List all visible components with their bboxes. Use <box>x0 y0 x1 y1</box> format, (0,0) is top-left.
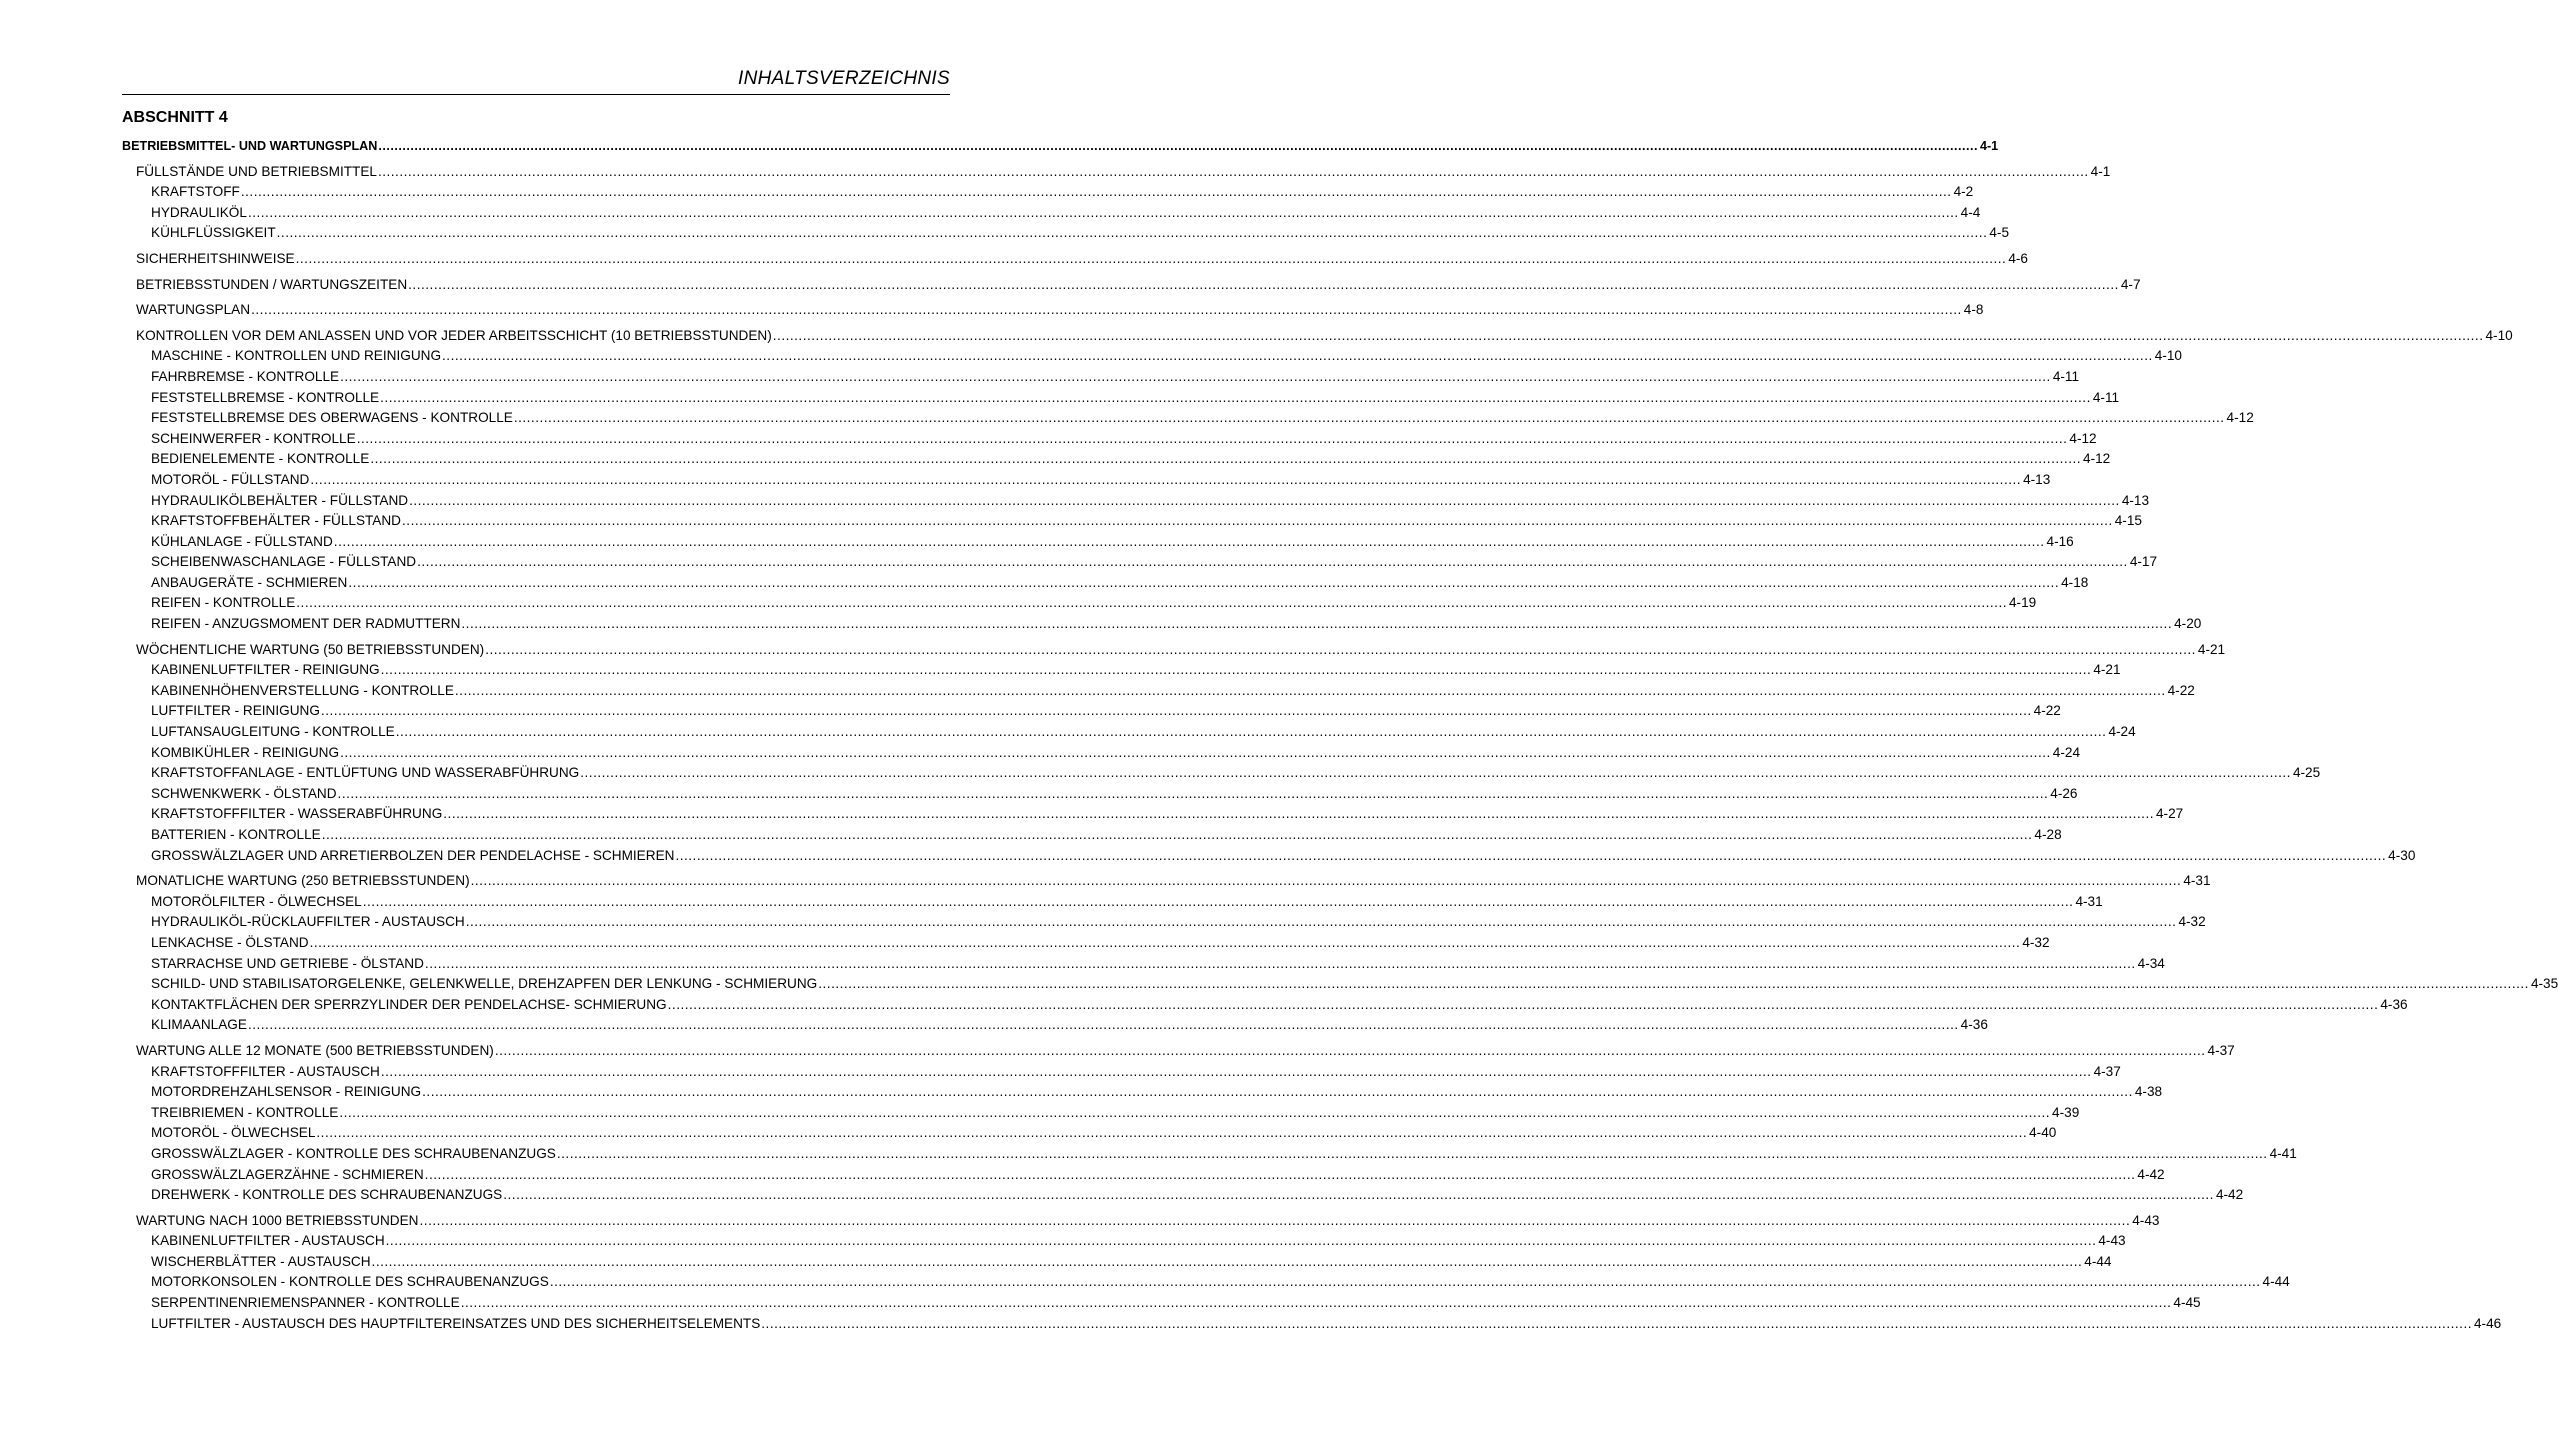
toc-entry-label: WARTUNGSPLAN <box>136 302 251 318</box>
toc-entry[interactable] <box>122 614 2202 635</box>
toc-entry[interactable] <box>122 892 2103 913</box>
toc-entry-page: 4-31 <box>2183 873 2211 889</box>
toc-entry-page: 4-36 <box>2380 996 2408 1012</box>
toc-entry-page: 4-37 <box>2093 1063 2121 1079</box>
toc-dot-leader: ................................................................................................................................................................................................................................................................................................................................................................................................................ <box>395 724 2107 740</box>
toc-entry-label: KRAFTSTOFF <box>151 184 240 200</box>
toc-dot-leader: ................................................................................................................................................................................................................................................................................................................................................................................................................ <box>494 1042 2206 1058</box>
toc-entry[interactable] <box>122 491 2150 512</box>
toc-entry[interactable] <box>122 388 2120 409</box>
page-header-title: INHALTSVERZEICHNIS <box>738 68 950 89</box>
toc-entry-label: WARTUNG ALLE 12 MONATE (500 BETRIEBSSTUNDEN) <box>136 1042 494 1058</box>
toc-entry-label: MOTORÖL - ÖLWECHSEL <box>151 1125 316 1141</box>
toc-dot-leader: ................................................................................................................................................................................................................................................................................................................................................................................................................ <box>247 204 1959 220</box>
toc-entry[interactable] <box>122 532 2074 553</box>
toc-entry-label: TREIBRIEMEN - KONTROLLE <box>151 1104 339 1120</box>
toc-entry-label: LENKACHSE - ÖLSTAND <box>151 934 309 950</box>
toc-entry-label: REIFEN - ANZUGSMOMENT DER RADMUTTERN <box>151 616 461 632</box>
toc-dot-leader: ................................................................................................................................................................................................................................................................................................................................................................................................................ <box>251 302 1962 318</box>
toc-entry[interactable] <box>122 871 2211 892</box>
toc-entry-page: 4-22 <box>2167 682 2195 698</box>
toc-entry-page: 4-44 <box>2262 1274 2290 1290</box>
toc-entry[interactable] <box>122 660 2121 681</box>
toc-entry-page: 4-40 <box>2029 1125 2057 1141</box>
toc-entry-page: 4-10 <box>2154 348 2182 364</box>
toc-entry[interactable] <box>122 974 2558 995</box>
toc-entry-label: SCHEINWERFER - KONTROLLE <box>151 430 356 446</box>
toc-entry[interactable] <box>122 511 2142 532</box>
toc-dot-leader: ................................................................................................................................................................................................................................................................................................................................................................................................................ <box>370 451 2082 467</box>
toc-dot-leader: ................................................................................................................................................................................................................................................................................................................................................................................................................ <box>461 616 2173 632</box>
toc-dot-leader: ................................................................................................................................................................................................................................................................................................................................................................................................................ <box>310 471 2022 487</box>
toc-dot-leader: ................................................................................................................................................................................................................................................................................................................................................................................................................ <box>321 827 2033 842</box>
toc-entry-label: LUFTANSAUGLEITUNG - KONTROLLE <box>151 724 395 740</box>
toc-dot-leader: ................................................................................................................................................................................................................................................................................................................................................................................................................ <box>408 276 2119 292</box>
toc-entry[interactable] <box>122 182 1974 203</box>
toc-entry-page: 4-34 <box>2137 955 2165 971</box>
toc-dot-leader: ................................................................................................................................................................................................................................................................................................................................................................................................................ <box>761 1315 2472 1331</box>
toc-entry-label: FÜLLSTÄNDE UND BETRIEBSMITTEL <box>136 163 377 179</box>
toc-entry-page: 4-41 <box>2269 1145 2297 1161</box>
toc-dot-leader: ................................................................................................................................................................................................................................................................................................................................................................................................................ <box>371 1253 2083 1269</box>
toc-entry[interactable] <box>122 552 2158 573</box>
toc-dot-leader: ................................................................................................................................................................................................................................................................................................................................................................................................................ <box>247 1017 1959 1033</box>
toc-entry-page: 4-10 <box>2485 327 2513 343</box>
table-of-contents <box>122 136 2558 1334</box>
toc-entry-label: LUFTFILTER - REINIGUNG <box>151 703 320 719</box>
toc-entry[interactable] <box>122 1062 2121 1083</box>
toc-dot-leader: ................................................................................................................................................................................................................................................................................................................................................................................................................ <box>443 806 2154 822</box>
toc-entry-label: REIFEN - KONTROLLE <box>151 595 296 611</box>
toc-entry-page: 4-11 <box>2052 368 2080 384</box>
toc-entry[interactable] <box>122 825 2062 846</box>
toc-dot-leader: ................................................................................................................................................................................................................................................................................................................................................................................................................ <box>503 1187 2214 1203</box>
toc-entry-page: 4-12 <box>2069 430 2097 446</box>
toc-dot-leader: ................................................................................................................................................................................................................................................................................................................................................................................................................ <box>818 976 2529 992</box>
toc-entry[interactable] <box>122 449 2111 470</box>
toc-entry-label: KABINENLUFTFILTER - AUSTAUSCH <box>151 1233 385 1249</box>
toc-entry[interactable] <box>122 1293 2201 1314</box>
toc-dot-leader: ................................................................................................................................................................................................................................................................................................................................................................................................................ <box>772 327 2484 343</box>
toc-entry-label: BETRIEBSSTUNDEN / WARTUNGSZEITEN <box>136 276 408 292</box>
toc-entry-label: ANBAUGERÄTE - SCHMIEREN <box>151 574 348 590</box>
toc-entry-page: 4-15 <box>2114 513 2142 529</box>
toc-entry-page: 4-11 <box>2092 389 2120 405</box>
toc-entry-label: SERPENTINENRIEMENSPANNER - KONTROLLE <box>151 1295 460 1311</box>
toc-entry-label: KABINENLUFTFILTER - REINIGUNG <box>151 662 380 678</box>
toc-dot-leader: ................................................................................................................................................................................................................................................................................................................................................................................................................ <box>556 1145 2268 1161</box>
toc-dot-leader: ................................................................................................................................................................................................................................................................................................................................................................................................................ <box>295 250 2007 266</box>
toc-dot-leader: ................................................................................................................................................................................................................................................................................................................................................................................................................ <box>348 574 2060 590</box>
toc-entry[interactable] <box>122 470 2051 491</box>
toc-dot-leader: ................................................................................................................................................................................................................................................................................................................................................................................................................ <box>419 1212 2131 1228</box>
toc-entry-label: STARRACHSE UND GETRIEBE - ÖLSTAND <box>151 955 424 971</box>
toc-entry-label: KÜHLANLAGE - FÜLLSTAND <box>151 533 333 549</box>
toc-entry-label: HYDRAULIKÖL <box>151 204 247 220</box>
toc-entry-label: BEDIENELEMENTE - KONTROLLE <box>151 451 370 467</box>
toc-entry[interactable] <box>122 1211 2160 1232</box>
toc-entry[interactable] <box>122 249 2028 270</box>
toc-dot-leader: ................................................................................................................................................................................................................................................................................................................................................................................................................ <box>454 682 2166 698</box>
toc-entry-label: KÜHLFLÜSSIGKEIT <box>151 225 276 241</box>
toc-entry-label: WÖCHENTLICHE WARTUNG (50 BETRIEBSSTUNDEN) <box>136 641 485 657</box>
toc-entry-page: 4-2 <box>1953 184 1974 200</box>
toc-entry-label: SCHWENKWERK - ÖLSTAND <box>151 785 337 801</box>
toc-entry-page: 4-38 <box>2134 1084 2163 1100</box>
header-divider <box>122 94 950 95</box>
toc-entry-label: MOTORDREHZAHLSENSOR - REINIGUNG <box>151 1084 422 1100</box>
toc-entry-label: KONTAKTFLÄCHEN DER SPERRZYLINDER DER PENDELACHSE- SCHMIERUNG <box>151 996 667 1012</box>
toc-entry[interactable] <box>122 1103 2080 1124</box>
toc-entry-page: 4-4 <box>1960 204 1981 220</box>
toc-entry-page: 4-42 <box>2215 1187 2244 1203</box>
toc-dot-leader: ................................................................................................................................................................................................................................................................................................................................................................................................................ <box>320 703 2032 719</box>
toc-entry[interactable] <box>122 995 2408 1016</box>
toc-entry[interactable] <box>122 1165 2165 1186</box>
toc-dot-leader: ................................................................................................................................................................................................................................................................................................................................................................................................................ <box>409 492 2120 508</box>
toc-entry-page: 4-24 <box>2108 724 2136 740</box>
toc-entry-page: 4-28 <box>2034 827 2062 842</box>
toc-dot-leader: ................................................................................................................................................................................................................................................................................................................................................................................................................ <box>402 513 2113 529</box>
toc-entry-label: KRAFTSTOFFBEHÄLTER - FÜLLSTAND <box>151 513 402 529</box>
toc-entry[interactable] <box>122 1185 2244 1206</box>
toc-entry-label: KOMBIKÜHLER - REINIGUNG <box>151 744 340 760</box>
toc-dot-leader: ................................................................................................................................................................................................................................................................................................................................................................................................................ <box>340 744 2051 760</box>
toc-dot-leader: ................................................................................................................................................................................................................................................................................................................................................................................................................ <box>309 934 2021 950</box>
toc-entry[interactable] <box>122 912 2206 933</box>
toc-entry-label: MASCHINE - KONTROLLEN UND REINIGUNG <box>151 348 442 364</box>
toc-dot-leader: ................................................................................................................................................................................................................................................................................................................................................................................................................ <box>465 914 2177 930</box>
toc-entry-page: 4-12 <box>2226 410 2254 426</box>
toc-dot-leader: ................................................................................................................................................................................................................................................................................................................................................................................................................ <box>240 184 1952 200</box>
toc-entry[interactable] <box>122 846 2416 867</box>
toc-entry-page: 4-43 <box>2098 1233 2126 1249</box>
toc-entry-label: MOTORKONSOLEN - KONTROLLE DES SCHRAUBENANZUGS <box>151 1274 549 1290</box>
toc-entry-label: WARTUNG NACH 1000 BETRIEBSSTUNDEN <box>136 1212 419 1228</box>
toc-entry-label: MOTORÖL - FÜLLSTAND <box>151 471 310 487</box>
toc-entry[interactable] <box>122 804 2184 825</box>
toc-entry-page: 4-19 <box>2009 595 2037 611</box>
toc-dot-leader: ................................................................................................................................................................................................................................................................................................................................................................................................................ <box>485 641 2196 657</box>
toc-entry-page: 4-46 <box>2474 1315 2502 1331</box>
toc-dot-leader: ................................................................................................................................................................................................................................................................................................................................................................................................................ <box>276 225 1988 241</box>
toc-entry-label: GROSSWÄLZLAGER - KONTROLLE DES SCHRAUBENANZUGS <box>151 1145 556 1161</box>
toc-entry[interactable] <box>122 701 2061 722</box>
toc-entry[interactable] <box>122 136 1999 157</box>
toc-entry-label: HYDRAULIKÖLBEHÄLTER - FÜLLSTAND <box>151 492 409 508</box>
toc-entry-page: 4-17 <box>2129 554 2158 570</box>
toc-dot-leader: ................................................................................................................................................................................................................................................................................................................................................................................................................ <box>380 662 2092 678</box>
toc-entry-label: GROSSWÄLZLAGER UND ARRETIERBOLZEN DER PENDELACHSE - SCHMIEREN <box>151 847 675 863</box>
toc-entry-page: 4-44 <box>2084 1253 2112 1269</box>
toc-dot-leader: ................................................................................................................................................................................................................................................................................................................................................................................................................ <box>424 955 2136 971</box>
toc-dot-leader: ................................................................................................................................................................................................................................................................................................................................................................................................................ <box>580 765 2291 781</box>
toc-entry[interactable] <box>122 1082 2163 1103</box>
toc-entry-page: 4-25 <box>2292 765 2321 781</box>
toc-dot-leader: ................................................................................................................................................................................................................................................................................................................................................................................................................ <box>549 1274 2261 1290</box>
toc-entry-page: 4-43 <box>2132 1212 2160 1228</box>
toc-dot-leader: ................................................................................................................................................................................................................................................................................................................................................................................................................ <box>378 139 1978 153</box>
toc-entry[interactable] <box>122 593 2037 614</box>
toc-entry-page: 4-20 <box>2174 616 2202 632</box>
toc-entry[interactable] <box>122 1015 1988 1036</box>
toc-entry-page: 4-37 <box>2207 1042 2235 1058</box>
toc-dot-leader: ................................................................................................................................................................................................................................................................................................................................................................................................................ <box>339 1104 2051 1120</box>
toc-dot-leader: ................................................................................................................................................................................................................................................................................................................................................................................................................ <box>356 430 2068 446</box>
toc-entry-label: FESTSTELLBREMSE - KONTROLLE <box>151 389 380 405</box>
toc-entry-page: 4-12 <box>2083 451 2111 467</box>
toc-entry[interactable] <box>122 933 2050 954</box>
toc-entry-label: FESTSTELLBREMSE DES OBERWAGENS - KONTROLLE <box>151 410 513 426</box>
toc-entry-page: 4-39 <box>2052 1104 2080 1120</box>
toc-entry-label: GROSSWÄLZLAGERZÄHNE - SCHMIEREN <box>151 1166 424 1182</box>
toc-entry-page: 4-13 <box>2121 492 2150 508</box>
toc-entry[interactable] <box>122 1144 2297 1165</box>
toc-dot-leader: ................................................................................................................................................................................................................................................................................................................................................................................................................ <box>380 389 2091 405</box>
toc-dot-leader: ................................................................................................................................................................................................................................................................................................................................................................................................................ <box>667 996 2379 1012</box>
toc-dot-leader: ................................................................................................................................................................................................................................................................................................................................................................................................................ <box>460 1295 2172 1311</box>
toc-entry-page: 4-22 <box>2033 703 2061 719</box>
toc-dot-leader: ................................................................................................................................................................................................................................................................................................................................................................................................................ <box>385 1233 2097 1249</box>
toc-entry-label: KRAFTSTOFFFILTER - WASSERABFÜHRUNG <box>151 806 443 822</box>
toc-entry[interactable] <box>122 1272 2290 1293</box>
toc-entry-label: MONATLICHE WARTUNG (250 BETRIEBSSTUNDEN) <box>136 873 470 889</box>
toc-entry[interactable] <box>122 1231 2126 1252</box>
toc-entry-page: 4-27 <box>2156 806 2184 822</box>
toc-entry-page: 4-30 <box>2388 847 2416 863</box>
toc-entry[interactable] <box>122 640 2226 661</box>
toc-entry-label: FAHRBREMSE - KONTROLLE <box>151 368 340 384</box>
toc-dot-leader: ................................................................................................................................................................................................................................................................................................................................................................................................................ <box>417 554 2128 570</box>
toc-entry[interactable] <box>122 784 2078 805</box>
toc-entry-page: 4-1 <box>1979 139 1999 153</box>
toc-dot-leader: ................................................................................................................................................................................................................................................................................................................................................................................................................ <box>442 348 2153 364</box>
toc-entry-page: 4-8 <box>1963 302 1984 318</box>
toc-entry[interactable] <box>122 1123 2057 1144</box>
toc-entry[interactable] <box>122 763 2321 784</box>
toc-entry-page: 4-42 <box>2137 1166 2165 1182</box>
toc-entry-page: 4-13 <box>2023 471 2051 487</box>
toc-entry[interactable] <box>122 162 2111 183</box>
toc-entry-page: 4-21 <box>2093 662 2121 678</box>
toc-entry[interactable] <box>122 429 2097 450</box>
toc-dot-leader: ................................................................................................................................................................................................................................................................................................................................................................................................................ <box>316 1125 2028 1141</box>
toc-dot-leader: ................................................................................................................................................................................................................................................................................................................................................................................................................ <box>380 1063 2092 1079</box>
toc-dot-leader: ................................................................................................................................................................................................................................................................................................................................................................................................................ <box>470 873 2182 889</box>
toc-entry-page: 4-45 <box>2173 1295 2201 1311</box>
toc-entry[interactable] <box>122 300 1984 321</box>
toc-entry[interactable] <box>122 722 2136 743</box>
toc-dot-leader: ................................................................................................................................................................................................................................................................................................................................................................................................................ <box>675 847 2387 863</box>
toc-dot-leader: ................................................................................................................................................................................................................................................................................................................................................................................................................ <box>296 595 2007 611</box>
toc-entry[interactable] <box>122 1314 2502 1335</box>
toc-entry-label: HYDRAULIKÖL-RÜCKLAUFFILTER - AUSTAUSCH <box>151 914 465 930</box>
toc-entry-label: BATTERIEN - KONTROLLE <box>151 827 321 842</box>
toc-dot-leader: ................................................................................................................................................................................................................................................................................................................................................................................................................ <box>377 163 2089 179</box>
toc-entry-label: WISCHERBLÄTTER - AUSTAUSCH <box>151 1253 371 1269</box>
toc-entry-label: BETRIEBSMITTEL- UND WARTUNGSPLAN <box>122 139 378 153</box>
toc-entry[interactable] <box>122 346 2182 367</box>
toc-entry[interactable] <box>122 954 2165 975</box>
toc-entry[interactable] <box>122 203 1981 224</box>
toc-entry[interactable] <box>122 573 2089 594</box>
toc-dot-leader: ................................................................................................................................................................................................................................................................................................................................................................................................................ <box>422 1084 2133 1100</box>
toc-dot-leader: ................................................................................................................................................................................................................................................................................................................................................................................................................ <box>424 1166 2136 1182</box>
toc-entry-label: LUFTFILTER - AUSTAUSCH DES HAUPTFILTEREINSATZES UND DES SICHERHEITSELEMENTS <box>151 1315 761 1331</box>
section-title: ABSCHNITT 4 <box>122 109 228 126</box>
toc-entry-label: SCHILD- UND STABILISATORGELENKE, GELENKWELLE, DREHZAPFEN DER LENKUNG - SCHMIERUNG <box>151 976 818 992</box>
toc-entry-label: KABINENHÖHENVERSTELLUNG - KONTROLLE <box>151 682 454 698</box>
toc-entry[interactable] <box>122 1041 2235 1062</box>
toc-entry-page: 4-32 <box>2022 934 2050 950</box>
toc-entry-page: 4-5 <box>1989 225 2010 241</box>
toc-entry[interactable] <box>122 681 2195 702</box>
toc-entry-page: 4-6 <box>2008 250 2028 266</box>
toc-entry-label: DREHWERK - KONTROLLE DES SCHRAUBENANZUGS <box>151 1187 503 1203</box>
toc-entry-page: 4-1 <box>2090 163 2111 179</box>
toc-dot-leader: ................................................................................................................................................................................................................................................................................................................................................................................................................ <box>340 368 2051 384</box>
toc-dot-leader: ................................................................................................................................................................................................................................................................................................................................................................................................................ <box>337 785 2049 801</box>
toc-entry-label: SCHEIBENWASCHANLAGE - FÜLLSTAND <box>151 554 417 570</box>
toc-dot-leader: ................................................................................................................................................................................................................................................................................................................................................................................................................ <box>362 893 2074 909</box>
toc-entry-page: 4-31 <box>2075 893 2103 909</box>
toc-entry-label: KLIMAANLAGE <box>151 1017 247 1033</box>
toc-entry[interactable] <box>122 223 2010 244</box>
toc-entry-page: 4-35 <box>2530 976 2558 992</box>
toc-entry-page: 4-21 <box>2197 641 2226 657</box>
toc-entry-page: 4-26 <box>2050 785 2078 801</box>
toc-entry[interactable] <box>122 408 2254 429</box>
toc-entry-page: 4-16 <box>2046 533 2074 549</box>
toc-entry[interactable] <box>122 326 2513 347</box>
toc-entry-label: KRAFTSTOFFANLAGE - ENTLÜFTUNG UND WASSERABFÜHRUNG <box>151 765 580 781</box>
toc-entry-label: KRAFTSTOFFFILTER - AUSTAUSCH <box>151 1063 380 1079</box>
toc-entry[interactable] <box>122 743 2081 764</box>
toc-entry-page: 4-32 <box>2178 914 2206 930</box>
toc-entry[interactable] <box>122 275 2141 296</box>
toc-entry-page: 4-7 <box>2120 276 2141 292</box>
toc-entry-page: 4-36 <box>1960 1017 1988 1033</box>
toc-entry-label: SICHERHEITSHINWEISE <box>136 250 295 266</box>
toc-dot-leader: ................................................................................................................................................................................................................................................................................................................................................................................................................ <box>513 410 2225 426</box>
toc-entry-label: KONTROLLEN VOR DEM ANLASSEN UND VOR JEDER ARBEITSSCHICHT (10 BETRIEBSSTUNDEN) <box>136 327 772 343</box>
toc-entry-page: 4-24 <box>2052 744 2081 760</box>
toc-dot-leader: ................................................................................................................................................................................................................................................................................................................................................................................................................ <box>333 533 2045 549</box>
toc-entry[interactable] <box>122 367 2080 388</box>
toc-entry-page: 4-18 <box>2061 574 2089 590</box>
toc-entry[interactable] <box>122 1252 2112 1273</box>
toc-entry-label: MOTORÖLFILTER - ÖLWECHSEL <box>151 893 362 909</box>
